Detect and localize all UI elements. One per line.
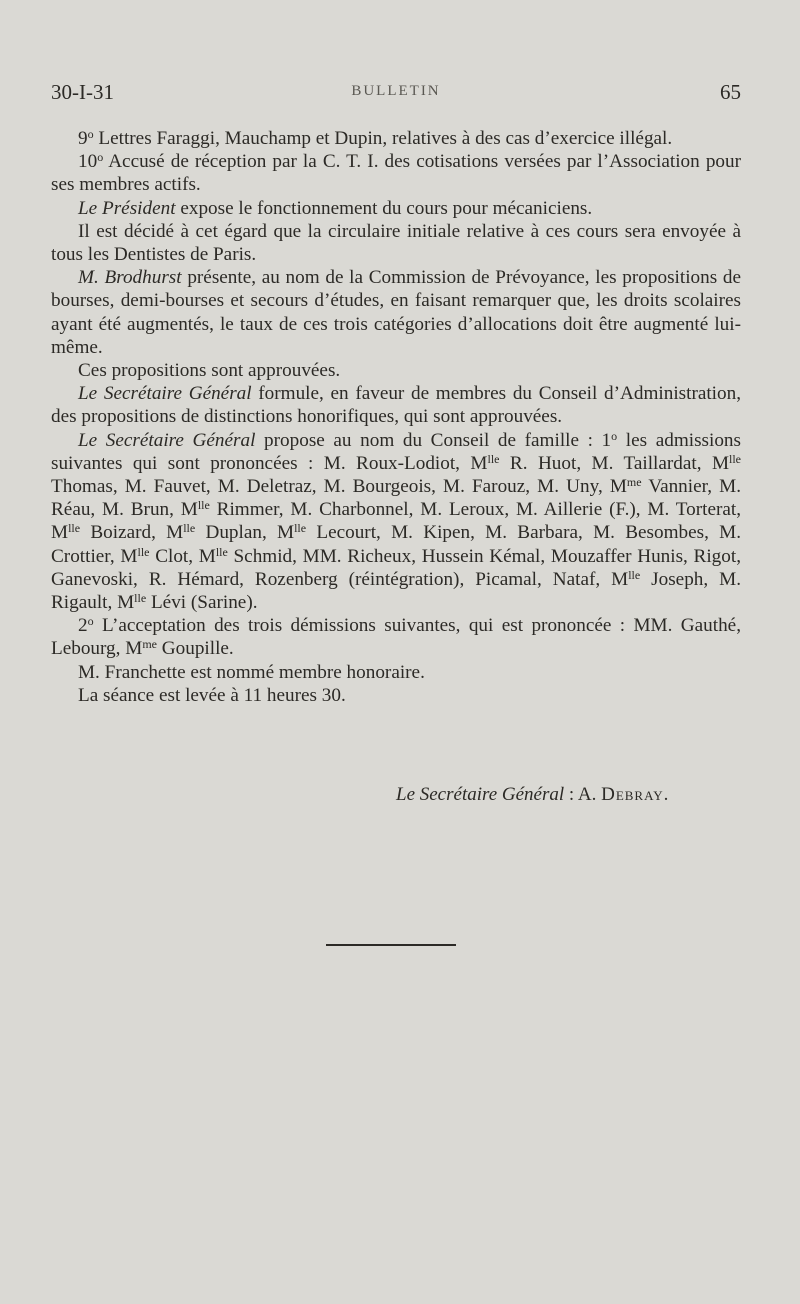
paragraph-decision: Il est décidé à cet égard que la circulaire initiale relative à ces cours sera envoyée à tous les Dentistes de Paris. (51, 220, 741, 266)
paragraph-approved: Ces propositions sont approuvées. (78, 360, 341, 382)
paragraph-president: Le Président expose le fonctionnement du cours pour mécaniciens. (78, 197, 593, 219)
paragraph-resignations: 2$^o$ L’acceptation des trois démissions suivantes, qui est prononcée : MM. Gauthé, Lebourg, $M^{me}$ Goupille. (51, 614, 741, 660)
paragraph-brodhurst: M. Brodhurst présente, au nom de la Commission de Prévoyance, les propositions de bourses, demi-bourses et secours d’études, en faisant remarquer que, les droits scolaires ayant été augmentés, le taux de ces trois catégories d’allocations doit être augmenté lui-même. (51, 267, 741, 358)
paragraph-item-9: 9$^o$ Lettres Faraggi, Mauchamp et Dupin, relatives à des cas d’exercice illégal. (78, 127, 673, 149)
body-text (51, 127, 741, 707)
paragraph-distinctions: Le Secrétaire Général formule, en faveur de membres du Conseil d’Administration, des propositions de distinctions honorifiques, qui sont approuvées. (51, 383, 742, 428)
running-header (51, 80, 741, 114)
signature-line: Le Secrétaire Général : A. Debray. (396, 784, 670, 805)
end-rule-divider (326, 944, 456, 946)
header-date: 30-I-31 (51, 80, 114, 104)
paragraph-adjourned: La séance est levée à 11 heures 30. (78, 684, 346, 706)
paragraph-admissions: Le Secrétaire Général propose au nom du Conseil de famille : 1$^o$ les admissions suivantes qui sont prononcées : M. Roux-Lodiot, $M^{lle}$ R. Huot, M. Taillardat, $M^{lle}$ Thomas, M. Fauvet, M. Deletraz, M. Bourgeois, M. Farouz, M. Uny, $M^{me}$ Vannier, M. Réau, M. Brun, $M^{lle}$ Rimmer, M. Charbonnel, M. Leroux, M. Aillerie (F.), M. Torterat, $M^{lle}$ Boizard, $M^{lle}$ Duplan, $M^{lle}$ Lecourt, M. Kipen, M. Barbara, M. Besombes, M. Crottier, $M^{lle}$ Clot, $M^{lle}$ Schmid, MM. Richeux, Hussein Kémal, Mouzaffer Hunis, Rigot, Ganevoski, R. Hémard, Rozenberg (réintégration), Picamal, Nataf, $M^{lle}$ Joseph, M. Rigault, $M^{lle}$ Lévi (Sarine). (51, 428, 742, 614)
signature-name: Debray. (601, 784, 670, 805)
paragraph-honorary: M. Franchette est nommé membre honoraire. (78, 661, 425, 683)
header-title: BULLETIN (351, 83, 441, 99)
page-number: 65 (720, 80, 741, 104)
signature-role: Le Secrétaire Général (396, 784, 565, 805)
paragraph-item-10: 10$^o$ Accusé de réception par la C. T. I. des cotisations versées par l’Association pour ses membres actifs. (51, 150, 741, 196)
